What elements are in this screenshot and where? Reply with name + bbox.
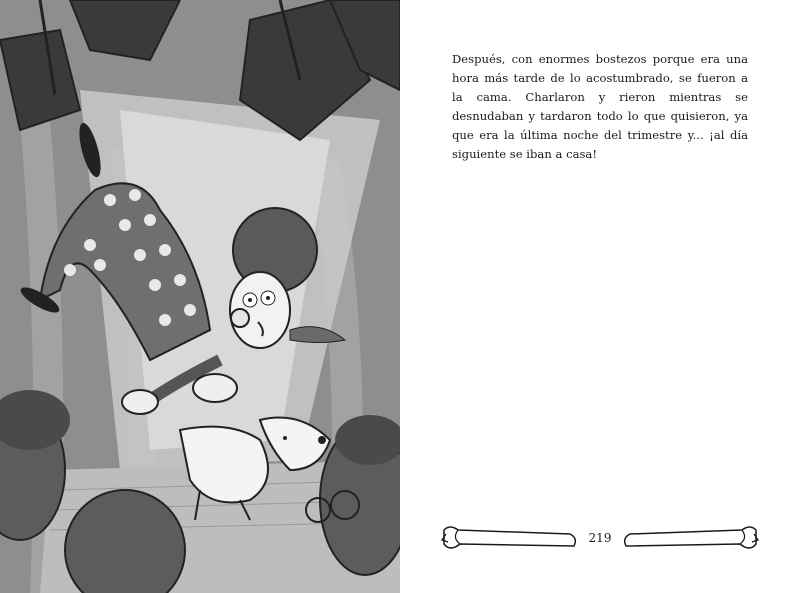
page-number: 219 [588,531,612,545]
text-page [400,0,800,593]
page-folio [440,520,760,556]
body-paragraph: Después, con enormes bostezos porque era una hora más tarde de lo acostumbrado, se fueron a la cama. Charlaron y rieron mientras se desnudaban y tardaron todo lo que quisieron, ya que era la última noche del trimestre y... ¡al día siguiente se iban a casa! [452,52,748,161]
ribbon-right-ornament [620,520,760,556]
